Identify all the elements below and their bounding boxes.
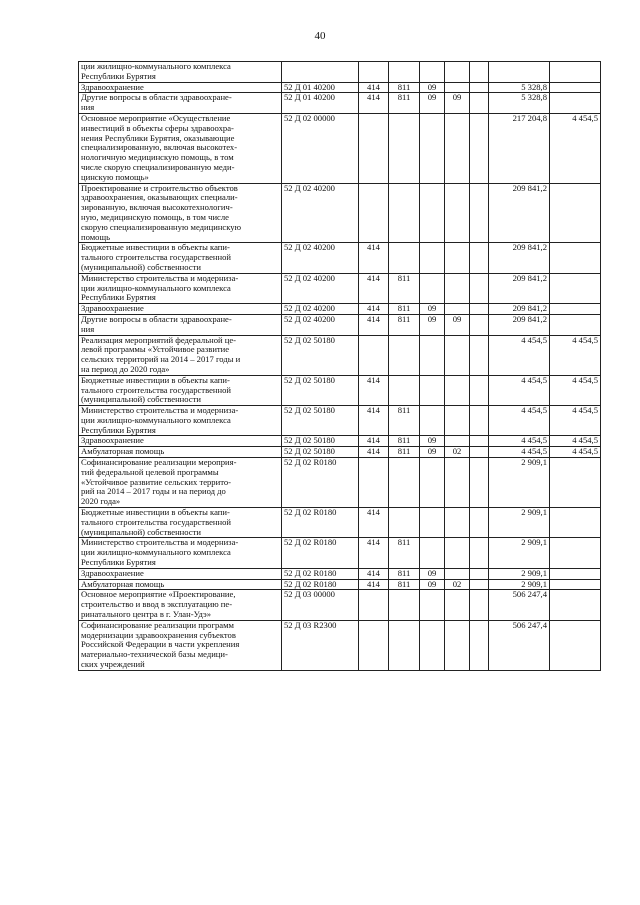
spacer-cell (470, 568, 489, 579)
target-article-cell: 52 Д 02 R0180 (282, 568, 359, 579)
section-cell (420, 243, 445, 273)
spacer-cell (470, 273, 489, 303)
federal-amount-cell: 4 454,5 (550, 113, 601, 183)
row-name-cell: Амбулаторная помощь (79, 447, 282, 458)
row-name-cell: Министерство строительства и модерниза- ции жилищно-коммунального комплекса Республики Бурятия (79, 538, 282, 568)
spacer-cell (470, 375, 489, 405)
target-article-cell: 52 Д 02 R0180 (282, 538, 359, 568)
expense-type-cell (359, 590, 389, 620)
target-article-cell: 52 Д 02 40200 (282, 304, 359, 315)
subsection-cell (445, 458, 470, 508)
expense-type-cell: 414 (359, 243, 389, 273)
spacer-cell (470, 538, 489, 568)
subsection-cell: 09 (445, 314, 470, 335)
target-article-cell: 52 Д 02 40200 (282, 314, 359, 335)
expense-type-cell (359, 620, 389, 670)
section-cell (420, 538, 445, 568)
ministry-code-cell: 811 (389, 273, 420, 303)
table-row (79, 82, 601, 93)
subsection-cell (445, 508, 470, 538)
table-row (79, 335, 601, 375)
target-article-cell: 52 Д 02 50180 (282, 436, 359, 447)
table-row (79, 314, 601, 335)
row-name-cell: Другие вопросы в области здравоохране- ния (79, 93, 282, 114)
federal-amount-cell (550, 183, 601, 243)
ministry-code-cell (389, 590, 420, 620)
amount-cell: 217 204,8 (489, 113, 550, 183)
ministry-code-cell (389, 113, 420, 183)
expense-type-cell: 414 (359, 436, 389, 447)
subsection-cell (445, 183, 470, 243)
ministry-code-cell (389, 183, 420, 243)
row-name-cell: Основное мероприятие «Осуществление инвестиций в объекты сферы здравоохра- нения Республики Бурятия, оказывающие специализированную, включая высокотех- нологичную медицинскую помощь, в том числе скорую специализированную меди- цинскую помощь» (79, 113, 282, 183)
target-article-cell: 52 Д 02 50180 (282, 406, 359, 436)
expense-type-cell: 414 (359, 447, 389, 458)
table-row (79, 62, 601, 83)
section-cell: 09 (420, 447, 445, 458)
amount-cell: 209 841,2 (489, 273, 550, 303)
expense-type-cell: 414 (359, 304, 389, 315)
federal-amount-cell: 4 454,5 (550, 375, 601, 405)
federal-amount-cell (550, 538, 601, 568)
budget-table-body (79, 62, 601, 671)
spacer-cell (470, 93, 489, 114)
table-row (79, 113, 601, 183)
subsection-cell (445, 62, 470, 83)
row-name-cell: Бюджетные инвестиции в объекты капи- тального строительства государственной (муниципальной) собственности (79, 375, 282, 405)
table-row (79, 620, 601, 670)
table-row (79, 406, 601, 436)
ministry-code-cell: 811 (389, 304, 420, 315)
ministry-code-cell: 811 (389, 82, 420, 93)
expense-type-cell: 414 (359, 82, 389, 93)
expense-type-cell: 414 (359, 508, 389, 538)
expense-type-cell: 414 (359, 375, 389, 405)
subsection-cell (445, 375, 470, 405)
ministry-code-cell (389, 335, 420, 375)
spacer-cell (470, 335, 489, 375)
federal-amount-cell (550, 579, 601, 590)
subsection-cell (445, 113, 470, 183)
federal-amount-cell (550, 314, 601, 335)
section-cell: 09 (420, 568, 445, 579)
federal-amount-cell: 4 454,5 (550, 447, 601, 458)
federal-amount-cell (550, 508, 601, 538)
row-name-cell: Министерство строительства и модерниза- ции жилищно-коммунального комплекса Республики Бурятия (79, 273, 282, 303)
target-article-cell: 52 Д 02 R0180 (282, 458, 359, 508)
table-row (79, 538, 601, 568)
table-row (79, 93, 601, 114)
federal-amount-cell (550, 82, 601, 93)
spacer-cell (470, 590, 489, 620)
expense-type-cell: 414 (359, 579, 389, 590)
federal-amount-cell: 4 454,5 (550, 335, 601, 375)
target-article-cell: 52 Д 02 R0180 (282, 508, 359, 538)
target-article-cell: 52 Д 01 40200 (282, 82, 359, 93)
section-cell (420, 113, 445, 183)
amount-cell: 4 454,5 (489, 447, 550, 458)
spacer-cell (470, 304, 489, 315)
expense-type-cell: 414 (359, 538, 389, 568)
section-cell: 09 (420, 314, 445, 335)
subsection-cell (445, 620, 470, 670)
row-name-cell: Проектирование и строительство объектов здравоохранения, оказывающих специали- зированную, включая высокотехнологич- ную, медицинскую помощь, в том числе скорую специализированную медицинскую помощь (79, 183, 282, 243)
spacer-cell (470, 579, 489, 590)
ministry-code-cell: 811 (389, 447, 420, 458)
row-name-cell: Софинансирование реализации программ модернизации здравоохранения субъектов Российской Федерации в части укрепления материально-технической базы медици- ских учреждений (79, 620, 282, 670)
federal-amount-cell: 4 454,5 (550, 436, 601, 447)
row-name-cell: Здравоохранение (79, 82, 282, 93)
federal-amount-cell (550, 458, 601, 508)
amount-cell: 209 841,2 (489, 304, 550, 315)
subsection-cell (445, 335, 470, 375)
target-article-cell: 52 Д 02 00000 (282, 113, 359, 183)
subsection-cell: 02 (445, 579, 470, 590)
section-cell (420, 406, 445, 436)
table-row (79, 436, 601, 447)
expense-type-cell: 414 (359, 406, 389, 436)
table-row (79, 183, 601, 243)
amount-cell: 4 454,5 (489, 335, 550, 375)
spacer-cell (470, 314, 489, 335)
subsection-cell: 02 (445, 447, 470, 458)
subsection-cell (445, 538, 470, 568)
amount-cell: 2 909,1 (489, 538, 550, 568)
table-row (79, 243, 601, 273)
section-cell (420, 620, 445, 670)
table-row (79, 579, 601, 590)
amount-cell: 4 454,5 (489, 375, 550, 405)
amount-cell: 4 454,5 (489, 406, 550, 436)
spacer-cell (470, 447, 489, 458)
ministry-code-cell: 811 (389, 568, 420, 579)
spacer-cell (470, 508, 489, 538)
spacer-cell (470, 243, 489, 273)
spacer-cell (470, 62, 489, 83)
expense-type-cell (359, 335, 389, 375)
ministry-code-cell: 811 (389, 579, 420, 590)
amount-cell: 209 841,2 (489, 314, 550, 335)
federal-amount-cell (550, 620, 601, 670)
spacer-cell (470, 620, 489, 670)
section-cell (420, 508, 445, 538)
table-row (79, 568, 601, 579)
federal-amount-cell (550, 62, 601, 83)
row-name-cell: Здравоохранение (79, 436, 282, 447)
section-cell (420, 375, 445, 405)
amount-cell: 506 247,4 (489, 620, 550, 670)
expense-type-cell (359, 183, 389, 243)
subsection-cell (445, 436, 470, 447)
section-cell: 09 (420, 436, 445, 447)
row-name-cell: Основное мероприятие «Проектирование, строительство и ввод в эксплуатацию пе- ринатального центра в г. Улан-Удэ» (79, 590, 282, 620)
expense-type-cell (359, 458, 389, 508)
target-article-cell: 52 Д 01 40200 (282, 93, 359, 114)
ministry-code-cell (389, 375, 420, 405)
amount-cell: 4 454,5 (489, 436, 550, 447)
row-name-cell: Здравоохранение (79, 304, 282, 315)
spacer-cell (470, 436, 489, 447)
row-name-cell: Бюджетные инвестиции в объекты капи- тального строительства государственной (муниципальной) собственности (79, 243, 282, 273)
expense-type-cell: 414 (359, 273, 389, 303)
row-name-cell: Софинансирование реализации мероприя- тий федеральной целевой программы «Устойчивое развитие сельских террито- рий на 2014 – 2017 годы и на период до 2020 года» (79, 458, 282, 508)
ministry-code-cell (389, 62, 420, 83)
ministry-code-cell (389, 508, 420, 538)
target-article-cell: 52 Д 02 50180 (282, 447, 359, 458)
section-cell: 09 (420, 82, 445, 93)
table-row (79, 508, 601, 538)
target-article-cell: 52 Д 02 40200 (282, 243, 359, 273)
section-cell: 09 (420, 93, 445, 114)
federal-amount-cell (550, 273, 601, 303)
spacer-cell (470, 406, 489, 436)
amount-cell: 2 909,1 (489, 568, 550, 579)
target-article-cell: 52 Д 03 R2300 (282, 620, 359, 670)
subsection-cell (445, 304, 470, 315)
expense-type-cell: 414 (359, 568, 389, 579)
row-name-cell: Бюджетные инвестиции в объекты капи- тального строительства государственной (муниципальной) собственности (79, 508, 282, 538)
row-name-cell: Министерство строительства и модерниза- ции жилищно-коммунального комплекса Республики Бурятия (79, 406, 282, 436)
section-cell (420, 458, 445, 508)
amount-cell: 2 909,1 (489, 579, 550, 590)
row-name-cell: Амбулаторная помощь (79, 579, 282, 590)
federal-amount-cell (550, 590, 601, 620)
subsection-cell (445, 82, 470, 93)
table-row (79, 447, 601, 458)
section-cell (420, 590, 445, 620)
subsection-cell: 09 (445, 93, 470, 114)
section-cell (420, 183, 445, 243)
target-article-cell: 52 Д 03 00000 (282, 590, 359, 620)
amount-cell: 209 841,2 (489, 183, 550, 243)
amount-cell: 2 909,1 (489, 458, 550, 508)
amount-cell: 5 328,8 (489, 82, 550, 93)
target-article-cell: 52 Д 02 40200 (282, 183, 359, 243)
subsection-cell (445, 568, 470, 579)
subsection-cell (445, 273, 470, 303)
row-name-cell: Здравоохранение (79, 568, 282, 579)
amount-cell: 506 247,4 (489, 590, 550, 620)
target-article-cell: 52 Д 02 50180 (282, 335, 359, 375)
table-row (79, 273, 601, 303)
amount-cell: 209 841,2 (489, 243, 550, 273)
subsection-cell (445, 243, 470, 273)
spacer-cell (470, 82, 489, 93)
subsection-cell (445, 406, 470, 436)
spacer-cell (470, 458, 489, 508)
spacer-cell (470, 113, 489, 183)
target-article-cell: 52 Д 02 R0180 (282, 579, 359, 590)
section-cell: 09 (420, 304, 445, 315)
federal-amount-cell: 4 454,5 (550, 406, 601, 436)
ministry-code-cell: 811 (389, 314, 420, 335)
target-article-cell (282, 62, 359, 83)
table-row (79, 304, 601, 315)
subsection-cell (445, 590, 470, 620)
row-name-cell: Реализация мероприятий федеральной це- левой программы «Устойчивое развитие сельских территорий на 2014 – 2017 годы и на период до 2020 года» (79, 335, 282, 375)
expense-type-cell (359, 62, 389, 83)
table-row (79, 458, 601, 508)
ministry-code-cell (389, 620, 420, 670)
table-row (79, 590, 601, 620)
federal-amount-cell (550, 568, 601, 579)
row-name-cell: Другие вопросы в области здравоохране- ния (79, 314, 282, 335)
federal-amount-cell (550, 304, 601, 315)
expense-type-cell: 414 (359, 93, 389, 114)
federal-amount-cell (550, 243, 601, 273)
section-cell (420, 62, 445, 83)
ministry-code-cell (389, 243, 420, 273)
ministry-code-cell: 811 (389, 436, 420, 447)
expense-type-cell (359, 113, 389, 183)
section-cell (420, 335, 445, 375)
section-cell (420, 273, 445, 303)
expense-type-cell: 414 (359, 314, 389, 335)
amount-cell: 2 909,1 (489, 508, 550, 538)
amount-cell: 5 328,8 (489, 93, 550, 114)
amount-cell (489, 62, 550, 83)
target-article-cell: 52 Д 02 50180 (282, 375, 359, 405)
page-number: 40 (314, 30, 326, 42)
target-article-cell: 52 Д 02 40200 (282, 273, 359, 303)
row-name-cell: ции жилищно-коммунального комплекса Республики Бурятия (79, 62, 282, 83)
section-cell: 09 (420, 579, 445, 590)
ministry-code-cell: 811 (389, 406, 420, 436)
table-row (79, 375, 601, 405)
spacer-cell (470, 183, 489, 243)
budget-table (78, 61, 601, 671)
federal-amount-cell (550, 93, 601, 114)
ministry-code-cell (389, 458, 420, 508)
ministry-code-cell: 811 (389, 93, 420, 114)
ministry-code-cell: 811 (389, 538, 420, 568)
